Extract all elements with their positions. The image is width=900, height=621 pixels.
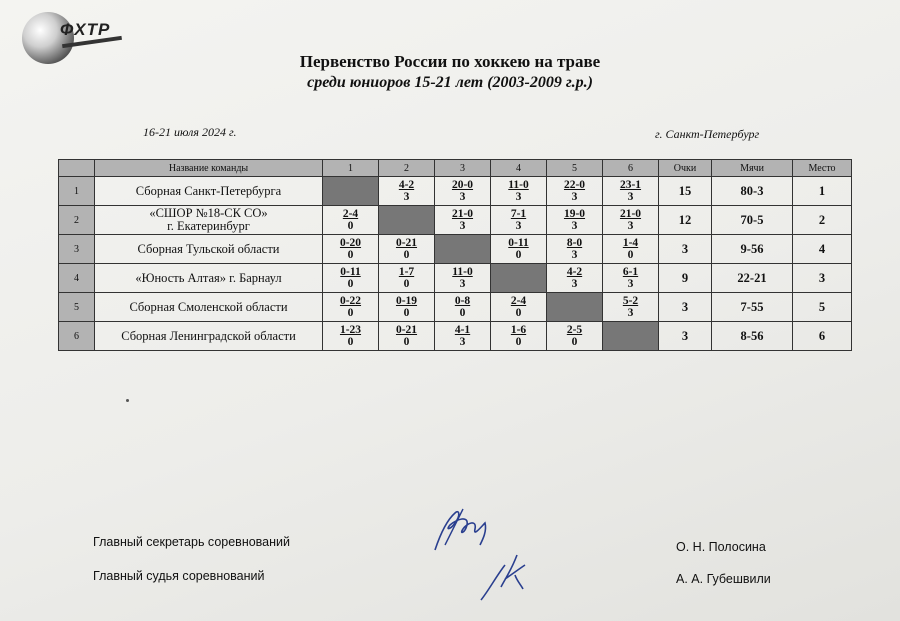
- match-score: 1-4: [622, 237, 639, 249]
- final-place: 1: [793, 177, 852, 206]
- document-title: Первенство России по хоккею на траве: [299, 52, 601, 71]
- match-score: 21-0: [451, 208, 474, 220]
- match-result: [491, 177, 547, 206]
- goal-ratio: 8-56: [712, 322, 793, 351]
- match-points: 3: [571, 191, 578, 203]
- match-points: 0: [403, 307, 410, 319]
- logo-text: ФХТР: [60, 20, 111, 39]
- total-points: 12: [659, 206, 712, 235]
- match-points: 0: [347, 249, 354, 261]
- match-points: 0: [403, 336, 410, 348]
- standings-table: [58, 159, 852, 351]
- header-col-2: 2: [379, 160, 435, 177]
- match-score: 22-0: [563, 179, 586, 191]
- final-place: 3: [793, 264, 852, 293]
- match-points: 3: [459, 278, 466, 290]
- team-name-line: «Юность Алтая» г. Барнаул: [135, 270, 282, 285]
- match-score: 2-4: [510, 295, 527, 307]
- match-result: [603, 293, 659, 322]
- match-score: 1-6: [510, 324, 527, 336]
- team-name-line: Сборная Тульской области: [137, 241, 280, 256]
- match-result: [603, 264, 659, 293]
- match-points: 3: [627, 191, 634, 203]
- goal-ratio: 80-3: [712, 177, 793, 206]
- table-row: [59, 206, 852, 235]
- match-points: 0: [459, 307, 466, 319]
- row-number: 1: [59, 177, 95, 206]
- match-score: 19-0: [563, 208, 586, 220]
- match-points: 0: [515, 336, 522, 348]
- final-place: 2: [793, 206, 852, 235]
- match-result: [379, 264, 435, 293]
- goal-ratio: 22-21: [712, 264, 793, 293]
- team-name: [95, 322, 323, 351]
- match-result: [323, 235, 379, 264]
- header-col-6: 6: [603, 160, 659, 177]
- match-result: [603, 235, 659, 264]
- match-result: [379, 177, 435, 206]
- match-score: 8-0: [566, 237, 583, 249]
- match-result: [547, 235, 603, 264]
- final-place: 5: [793, 293, 852, 322]
- match-points: 3: [571, 249, 578, 261]
- team-name-line: Сборная Смоленской области: [129, 299, 288, 314]
- goal-ratio: 9-56: [712, 235, 793, 264]
- match-points: 0: [347, 307, 354, 319]
- event-dates: 16-21 июля 2024 г.: [143, 125, 237, 139]
- match-score: 23-1: [619, 179, 642, 191]
- header-col-3: 3: [435, 160, 491, 177]
- match-points: 0: [515, 249, 522, 261]
- match-score: 4-2: [398, 179, 415, 191]
- match-points: 0: [515, 307, 522, 319]
- table-row: [59, 235, 852, 264]
- match-result: [435, 264, 491, 293]
- table-row: [59, 177, 852, 206]
- total-points: 3: [659, 293, 712, 322]
- judge-role: Главный судья соревнований: [93, 569, 265, 583]
- match-points: 0: [627, 249, 634, 261]
- match-score: 6-1: [622, 266, 639, 278]
- match-score: 0-11: [508, 237, 529, 249]
- row-number: 5: [59, 293, 95, 322]
- team-name-line: Сборная Санкт-Петербурга: [135, 183, 282, 198]
- match-points: 3: [515, 220, 522, 232]
- row-number: 4: [59, 264, 95, 293]
- match-result: [323, 322, 379, 351]
- table-row: [59, 322, 852, 351]
- goal-ratio: 70-5: [712, 206, 793, 235]
- match-points: 0: [403, 249, 410, 261]
- match-points: 3: [515, 191, 522, 203]
- team-name: [95, 264, 323, 293]
- match-result: [603, 206, 659, 235]
- match-result: [435, 322, 491, 351]
- match-score: 21-0: [619, 208, 642, 220]
- match-score: 4-2: [566, 266, 583, 278]
- row-number: 3: [59, 235, 95, 264]
- header-goals: Мячи: [712, 160, 793, 177]
- judge-signature: [475, 545, 535, 605]
- match-result: [547, 206, 603, 235]
- match-result: [603, 177, 659, 206]
- match-points: 3: [571, 220, 578, 232]
- match-points: 3: [627, 278, 634, 290]
- match-result: [379, 293, 435, 322]
- match-points: 3: [459, 220, 466, 232]
- match-score: 1-7: [398, 266, 415, 278]
- match-points: 0: [347, 278, 354, 290]
- match-points: 3: [627, 307, 634, 319]
- match-result: [547, 177, 603, 206]
- match-result: [323, 206, 379, 235]
- match-score: 2-4: [342, 208, 359, 220]
- table-row: [59, 264, 852, 293]
- match-score: 0-8: [454, 295, 471, 307]
- total-points: 15: [659, 177, 712, 206]
- table-header-row: [59, 160, 852, 177]
- header-points: Очки: [659, 160, 712, 177]
- match-score: 11-0: [452, 266, 473, 278]
- self-match-cell: [547, 293, 603, 322]
- match-score: 4-1: [454, 324, 471, 336]
- team-name-line: «СШОР №18-СК СО»: [149, 206, 268, 220]
- final-place: 6: [793, 322, 852, 351]
- match-score: 11-0: [508, 179, 529, 191]
- match-points: 3: [459, 336, 466, 348]
- match-points: 3: [571, 278, 578, 290]
- total-points: 3: [659, 322, 712, 351]
- match-score: 0-21: [395, 237, 418, 249]
- goal-ratio: 7-55: [712, 293, 793, 322]
- match-result: [323, 293, 379, 322]
- final-place: 4: [793, 235, 852, 264]
- secretary-role: Главный секретарь соревнований: [93, 535, 290, 549]
- match-score: 20-0: [451, 179, 474, 191]
- match-score: 7-1: [510, 208, 527, 220]
- header-col-4: 4: [491, 160, 547, 177]
- header-col-5: 5: [547, 160, 603, 177]
- match-score: 0-20: [339, 237, 362, 249]
- team-name-line: Сборная Ленинградской области: [121, 328, 296, 343]
- total-points: 9: [659, 264, 712, 293]
- self-match-cell: [603, 322, 659, 351]
- match-points: 0: [403, 278, 410, 290]
- self-match-cell: [435, 235, 491, 264]
- self-match-cell: [379, 206, 435, 235]
- match-result: [491, 206, 547, 235]
- header-col-1: 1: [323, 160, 379, 177]
- match-points: 3: [459, 191, 466, 203]
- team-name: [95, 235, 323, 264]
- match-points: 0: [347, 336, 354, 348]
- match-score: 5-2: [622, 295, 639, 307]
- match-points: 0: [347, 220, 354, 232]
- document-subtitle: среди юниоров 15-21 лет (2003-2009 г.р.): [307, 74, 593, 91]
- match-result: [547, 264, 603, 293]
- match-result: [491, 322, 547, 351]
- team-name: [95, 177, 323, 206]
- total-points: 3: [659, 235, 712, 264]
- match-result: [435, 177, 491, 206]
- match-result: [491, 235, 547, 264]
- team-name: [95, 206, 323, 235]
- match-score: 1-23: [339, 324, 362, 336]
- match-result: [491, 293, 547, 322]
- match-score: 0-11: [340, 266, 361, 278]
- match-result: [547, 322, 603, 351]
- header-team: Название команды: [95, 160, 323, 177]
- table-row: [59, 293, 852, 322]
- judge-name: А. А. Губешвили: [676, 572, 771, 586]
- match-result: [435, 206, 491, 235]
- row-number: 2: [59, 206, 95, 235]
- self-match-cell: [491, 264, 547, 293]
- match-result: [435, 293, 491, 322]
- match-points: 0: [571, 336, 578, 348]
- match-result: [379, 235, 435, 264]
- match-score: 0-22: [339, 295, 362, 307]
- header-num: [59, 160, 95, 177]
- match-score: 0-19: [395, 295, 418, 307]
- match-score: 0-21: [395, 324, 418, 336]
- header-place: Место: [793, 160, 852, 177]
- match-points: 3: [403, 191, 410, 203]
- paper-dot: [126, 399, 129, 402]
- match-result: [379, 322, 435, 351]
- secretary-name: О. Н. Полосина: [676, 540, 766, 554]
- match-result: [323, 264, 379, 293]
- team-name-line: г. Екатеринбург: [167, 219, 250, 233]
- match-score: 2-5: [566, 324, 583, 336]
- match-points: 3: [627, 220, 634, 232]
- row-number: 6: [59, 322, 95, 351]
- self-match-cell: [323, 177, 379, 206]
- team-name: [95, 293, 323, 322]
- event-city: г. Санкт-Петербург: [655, 127, 760, 141]
